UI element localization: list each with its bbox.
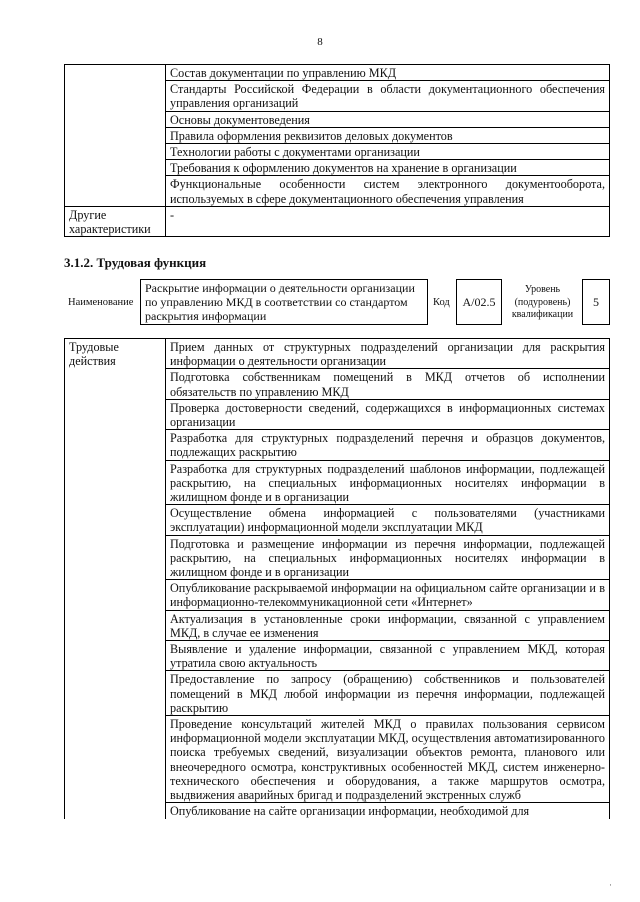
- level-value: 5: [582, 279, 610, 325]
- labor-actions-table: [64, 338, 610, 819]
- labor-action-item: Проведение консультаций жителей МКД о правилах пользования сервисом информационной модели эксплуатации МКД, осуществления автоматизированного поиска требуемых сведений, визуализации объектов ремонта, планового или внеочередного осмотра, конструктивных особенностей МКД, систем инженерно-технического обеспечения и оборудования, а также маршрутов осмотра, выдвижения аварийных бригад и подразделений экстренных служб: [166, 716, 610, 803]
- knowledge-item: Состав документации по управлению МКД: [166, 65, 610, 81]
- page-number: 8: [317, 36, 323, 48]
- knowledge-item: Технологии работы с документами организации: [166, 144, 610, 160]
- function-header: [64, 278, 614, 328]
- empty-label-cell: [65, 65, 166, 207]
- knowledge-item: Основы документоведения: [166, 111, 610, 127]
- code-label: Код: [433, 297, 450, 308]
- labor-action-item: Проверка достоверности сведений, содержащихся в информационных системах организации: [166, 399, 610, 429]
- code-value: А/02.5: [456, 279, 502, 325]
- knowledge-item: Стандарты Российской Федерации в области документационного обеспечения управления организаций: [166, 81, 610, 111]
- knowledge-item: Функциональные особенности систем электронного документооборота, используемых в сфере документационного обеспечения управления: [166, 176, 610, 206]
- labor-action-item: Прием данных от структурных подразделений организации для раскрытия информации о деятельности организации: [166, 339, 610, 369]
- knowledge-item: Требования к оформлению документов на хранение в организации: [166, 160, 610, 176]
- table-row: [65, 339, 610, 369]
- labor-action-item: Осуществление обмена информацией с пользователями (участниками эксплуатации) информационной модели эксплуатации МКД: [166, 505, 610, 535]
- other-characteristics-value: -: [166, 206, 610, 236]
- labor-action-item: Опубликование раскрываемой информации на официальном сайте организации и в информационно-телекоммуникационной сети «Интернет»: [166, 580, 610, 610]
- name-label: Наименование: [68, 297, 134, 308]
- corner-mark: ·: [609, 880, 612, 890]
- labor-action-item: Разработка для структурных подразделений перечня и образцов документов, подлежащих раскрытию: [166, 430, 610, 460]
- labor-action-item: Разработка для структурных подразделений шаблонов информации, подлежащей раскрытию, на специальных информационных носителях информации в жилищном фонде и в организации: [166, 460, 610, 505]
- labor-action-item: Опубликование на сайте организации информации, необходимой для: [166, 803, 610, 819]
- table-row: [65, 65, 610, 81]
- labor-actions-label: Трудовые действия: [65, 339, 166, 819]
- name-value: Раскрытие информации о деятельности организации по управлению МКД в соответствии со стандартом раскрытия информации: [140, 279, 428, 325]
- labor-action-item: Актуализация в установленные сроки информации, связанной с управлением МКД, в случае ее изменения: [166, 610, 610, 640]
- table-row: [65, 206, 610, 236]
- labor-action-item: Предоставление по запросу (обращению) собственников и пользователей помещений в МКД любой информации из перечня информации, подлежащей раскрытию: [166, 671, 610, 716]
- knowledge-table: [64, 64, 610, 237]
- section-heading: 3.1.2. Трудовая функция: [64, 255, 207, 270]
- other-characteristics-label: Другие характеристики: [65, 206, 166, 236]
- knowledge-item: Правила оформления реквизитов деловых документов: [166, 127, 610, 143]
- labor-action-item: Подготовка и размещение информации из перечня информации, подлежащей раскрытию, на специальных информационных носителях информации в жилищном фонде и в организации: [166, 535, 610, 580]
- level-label: Уровень (подуровень) квалификации: [511, 284, 574, 320]
- labor-action-item: Выявление и удаление информации, связанной с управлением МКД, которая утратила свою актуальность: [166, 641, 610, 671]
- labor-action-item: Подготовка собственникам помещений в МКД отчетов об исполнении обязательств по управлению МКД: [166, 369, 610, 399]
